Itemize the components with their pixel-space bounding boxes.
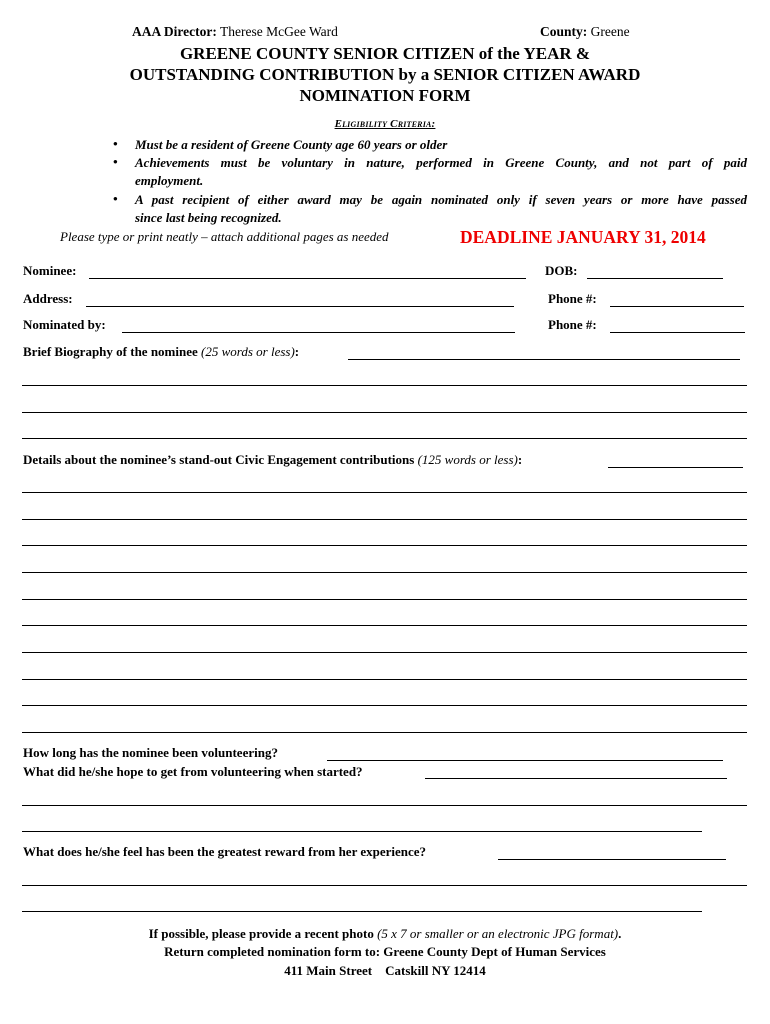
reward-line[interactable] <box>22 911 702 912</box>
civic-line[interactable] <box>22 732 747 733</box>
nominated-by-label: Nominated by: <box>23 317 106 332</box>
civic-line[interactable] <box>22 519 747 520</box>
civic-field[interactable] <box>608 467 743 468</box>
address-field[interactable] <box>86 306 514 307</box>
hope-line[interactable] <box>22 831 702 832</box>
reward-field[interactable] <box>498 859 726 860</box>
return-address: Return completed nomination form to: Greene County Dept of Human Services <box>164 944 606 959</box>
how-long-field[interactable] <box>327 760 723 761</box>
dob-label: DOB: <box>545 263 578 278</box>
dob-field[interactable] <box>587 278 723 279</box>
title-line-2: OUTSTANDING CONTRIBUTION by a SENIOR CITIZEN AWARD <box>129 65 641 84</box>
title-line-1: GREENE COUNTY SENIOR CITIZEN of the YEAR & <box>179 44 591 63</box>
title-line-3: NOMINATION FORM <box>299 86 471 105</box>
criteria-2: Achievements must be voluntary in nature, performed in Greene County, and not part of paid <box>135 155 747 170</box>
instructions: Please type or print neatly – attach additional pages as needed <box>60 229 389 244</box>
address-label: Address: <box>23 291 73 306</box>
criteria-3-cont: since last being recognized. <box>135 210 282 225</box>
biography-line[interactable] <box>22 412 747 413</box>
county-name: Greene <box>590 24 630 39</box>
biography-line[interactable] <box>22 438 747 439</box>
bullet-icon: • <box>113 136 118 151</box>
civic-line[interactable] <box>22 572 747 573</box>
biography-field[interactable] <box>348 359 740 360</box>
director-name: Therese McGee Ward <box>219 24 338 39</box>
civic-line[interactable] <box>22 599 747 600</box>
phone-label-2: Phone #: <box>548 317 597 332</box>
reward-label: What does he/she feel has been the greatest reward from her experience? <box>23 844 427 859</box>
director-label: AAA Director: <box>132 24 217 39</box>
phone-field[interactable] <box>610 306 744 307</box>
biography-line[interactable] <box>22 385 747 386</box>
phone-label: Phone #: <box>548 291 597 306</box>
civic-line[interactable] <box>22 492 747 493</box>
civic-line[interactable] <box>22 705 747 706</box>
eligibility-heading: Eligibility Criteria: <box>334 118 436 130</box>
nominee-field[interactable] <box>89 278 526 279</box>
hope-label: What did he/she hope to get from volunteering when started? <box>23 764 363 779</box>
street-address: 411 Main Street Catskill NY 12414 <box>284 963 486 978</box>
how-long-label: How long has the nominee been volunteering? <box>23 745 278 760</box>
bullet-icon: • <box>113 154 118 169</box>
civic-label: Details about the nominee’s stand-out Civic Engagement contributions (125 words or less): <box>23 452 523 467</box>
deadline: DEADLINE JANUARY 31, 2014 <box>460 227 706 247</box>
hope-line[interactable] <box>22 805 747 806</box>
civic-line[interactable] <box>22 545 747 546</box>
county-label: County: <box>540 24 588 39</box>
civic-line[interactable] <box>22 679 747 680</box>
biography-label: Brief Biography of the nominee (25 words or less): <box>23 344 300 359</box>
civic-line[interactable] <box>22 625 747 626</box>
photo-note: If possible, please provide a recent photo (5 x 7 or smaller or an electronic JPG format). <box>148 926 622 941</box>
criteria-1: Must be a resident of Greene County age 60 years or older <box>135 137 448 152</box>
nominated-by-field[interactable] <box>122 332 515 333</box>
criteria-3: A past recipient of either award may be again nominated only if seven years or more have passed <box>135 192 747 207</box>
hope-field[interactable] <box>425 778 727 779</box>
director-line <box>132 24 338 40</box>
county-line <box>540 24 630 40</box>
reward-line[interactable] <box>22 885 747 886</box>
phone-field-2[interactable] <box>610 332 745 333</box>
bullet-icon: • <box>113 191 118 206</box>
criteria-2-cont: employment. <box>135 173 204 188</box>
civic-line[interactable] <box>22 652 747 653</box>
nominee-label: Nominee: <box>23 263 77 278</box>
